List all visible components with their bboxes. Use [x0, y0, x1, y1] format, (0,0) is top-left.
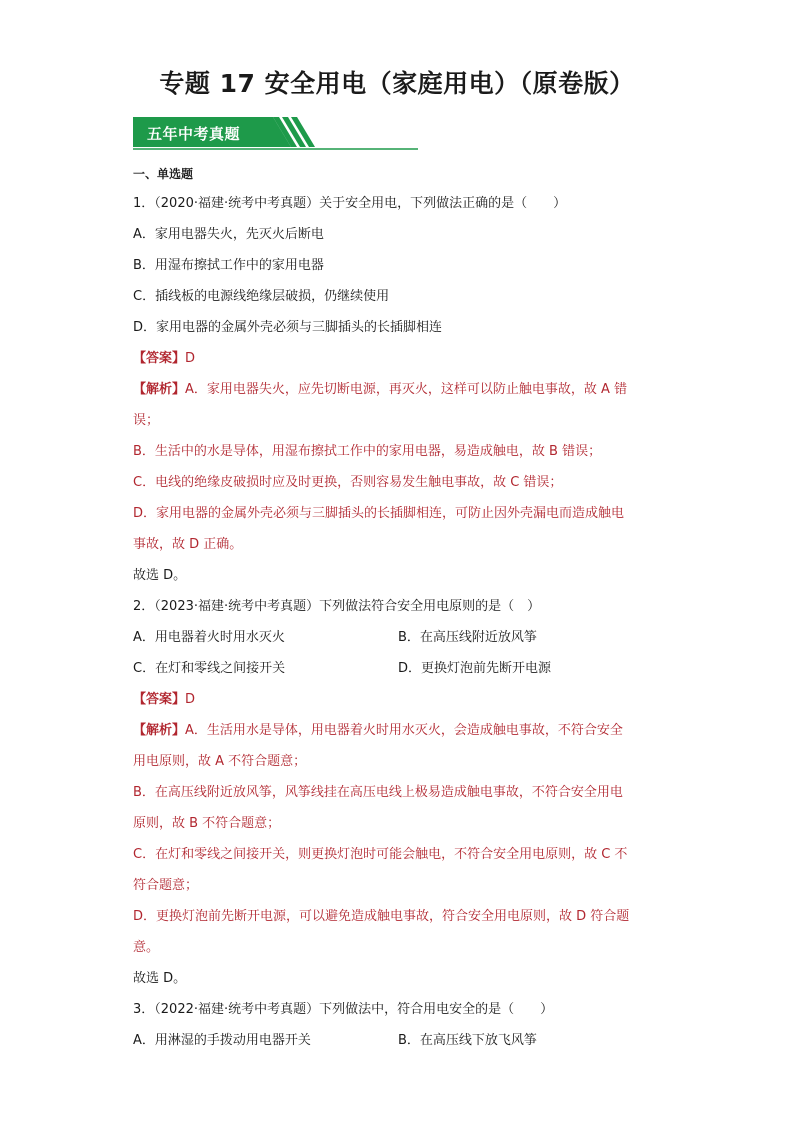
- conclusion: 故选 D。: [133, 568, 187, 583]
- option-d: D．更换灯泡前先断开电源: [398, 661, 552, 676]
- banner-label: 五年中考真题: [147, 125, 241, 143]
- analysis-line: D．家用电器的金属外壳必须与三脚插头的长插脚相连，可防止因外壳漏电而造成触电: [133, 506, 625, 521]
- answer-line: [133, 684, 663, 715]
- question-3: [133, 994, 663, 1056]
- option-b: B．在高压线附近放风筝: [398, 630, 537, 645]
- analysis-line: B．生活中的水是导体，用湿布擦拭工作中的家用电器，易造成触电，故 B 错误；: [133, 444, 602, 459]
- analysis-text: A．生活用水是导体，用电器着火时用水灭火，会造成触电事故，不符合安全: [185, 723, 623, 738]
- analysis-line: 误；: [133, 413, 160, 428]
- option-d: D．家用电器的金属外壳必须与三脚插头的长插脚相连: [133, 320, 443, 335]
- option-a: A．家用电器失火，先灭火后断电: [133, 227, 324, 242]
- page-title: 专题 17 安全用电（家庭用电）（原卷版）: [159, 69, 635, 98]
- answer-line: [133, 343, 663, 374]
- analysis-line: 事故，故 D 正确。: [133, 537, 243, 552]
- analysis-line: C．电线的绝缘皮破损时应及时更换，否则容易发生触电事故，故 C 错误；: [133, 475, 563, 490]
- analysis-line: 用电原则，故 A 不符合题意；: [133, 754, 307, 769]
- answer-value: D: [185, 692, 196, 707]
- conclusion: 故选 D。: [133, 971, 187, 986]
- analysis-line: [133, 374, 663, 405]
- answer-label: 【答案】: [133, 692, 186, 707]
- option-a: A．用电器着火时用水灭火: [133, 630, 285, 645]
- analysis-line: 符合题意；: [133, 878, 199, 893]
- section-banner: [133, 117, 418, 151]
- option-a: A．用淋湿的手拨动用电器开关: [133, 1033, 311, 1048]
- analysis-label: 【解析】: [133, 723, 186, 738]
- analysis-line: 原则，故 B 不符合题意；: [133, 816, 281, 831]
- analysis-line: B．在高压线附近放风筝，风筝线挂在高压电线上极易造成触电事故，不符合安全用电: [133, 785, 623, 800]
- analysis-line: [133, 715, 663, 746]
- analysis-text: A．家用电器失火，应先切断电源，再灭火，这样可以防止触电事故，故 A 错: [185, 382, 628, 397]
- answer-value: D: [185, 351, 196, 366]
- option-row: [133, 653, 663, 684]
- option-b: B．在高压线下放飞风筝: [398, 1033, 537, 1048]
- answer-label: 【答案】: [133, 351, 186, 366]
- option-row: [133, 1025, 663, 1056]
- option-c: C．在灯和零线之间接开关: [133, 661, 286, 676]
- question-stem: 1．（2020·福建·统考中考真题）关于安全用电，下列做法正确的是（ ）: [133, 196, 567, 211]
- option-b: B．用湿布擦拭工作中的家用电器: [133, 258, 324, 273]
- analysis-line: 意。: [133, 940, 160, 955]
- option-row: [133, 622, 663, 653]
- option-c: C．插线板的电源线绝缘层破损，仍继续使用: [133, 289, 390, 304]
- question-stem: 2．（2023·福建·统考中考真题）下列做法符合安全用电原则的是（ ）: [133, 599, 541, 614]
- analysis-line: D．更换灯泡前先断开电源，可以避免造成触电事故，符合安全用电原则，故 D 符合题: [133, 909, 630, 924]
- question-stem: 3．（2022·福建·统考中考真题）下列做法中，符合用电安全的是（ ）: [133, 1002, 554, 1017]
- analysis-line: C．在灯和零线之间接开关，则更换灯泡时可能会触电，不符合安全用电原则，故 C 不: [133, 847, 628, 862]
- question-list: [133, 188, 663, 1056]
- question-2: [133, 591, 663, 994]
- analysis-label: 【解析】: [133, 382, 186, 397]
- question-1: [133, 188, 663, 591]
- section-heading: 一、单选题: [133, 167, 194, 181]
